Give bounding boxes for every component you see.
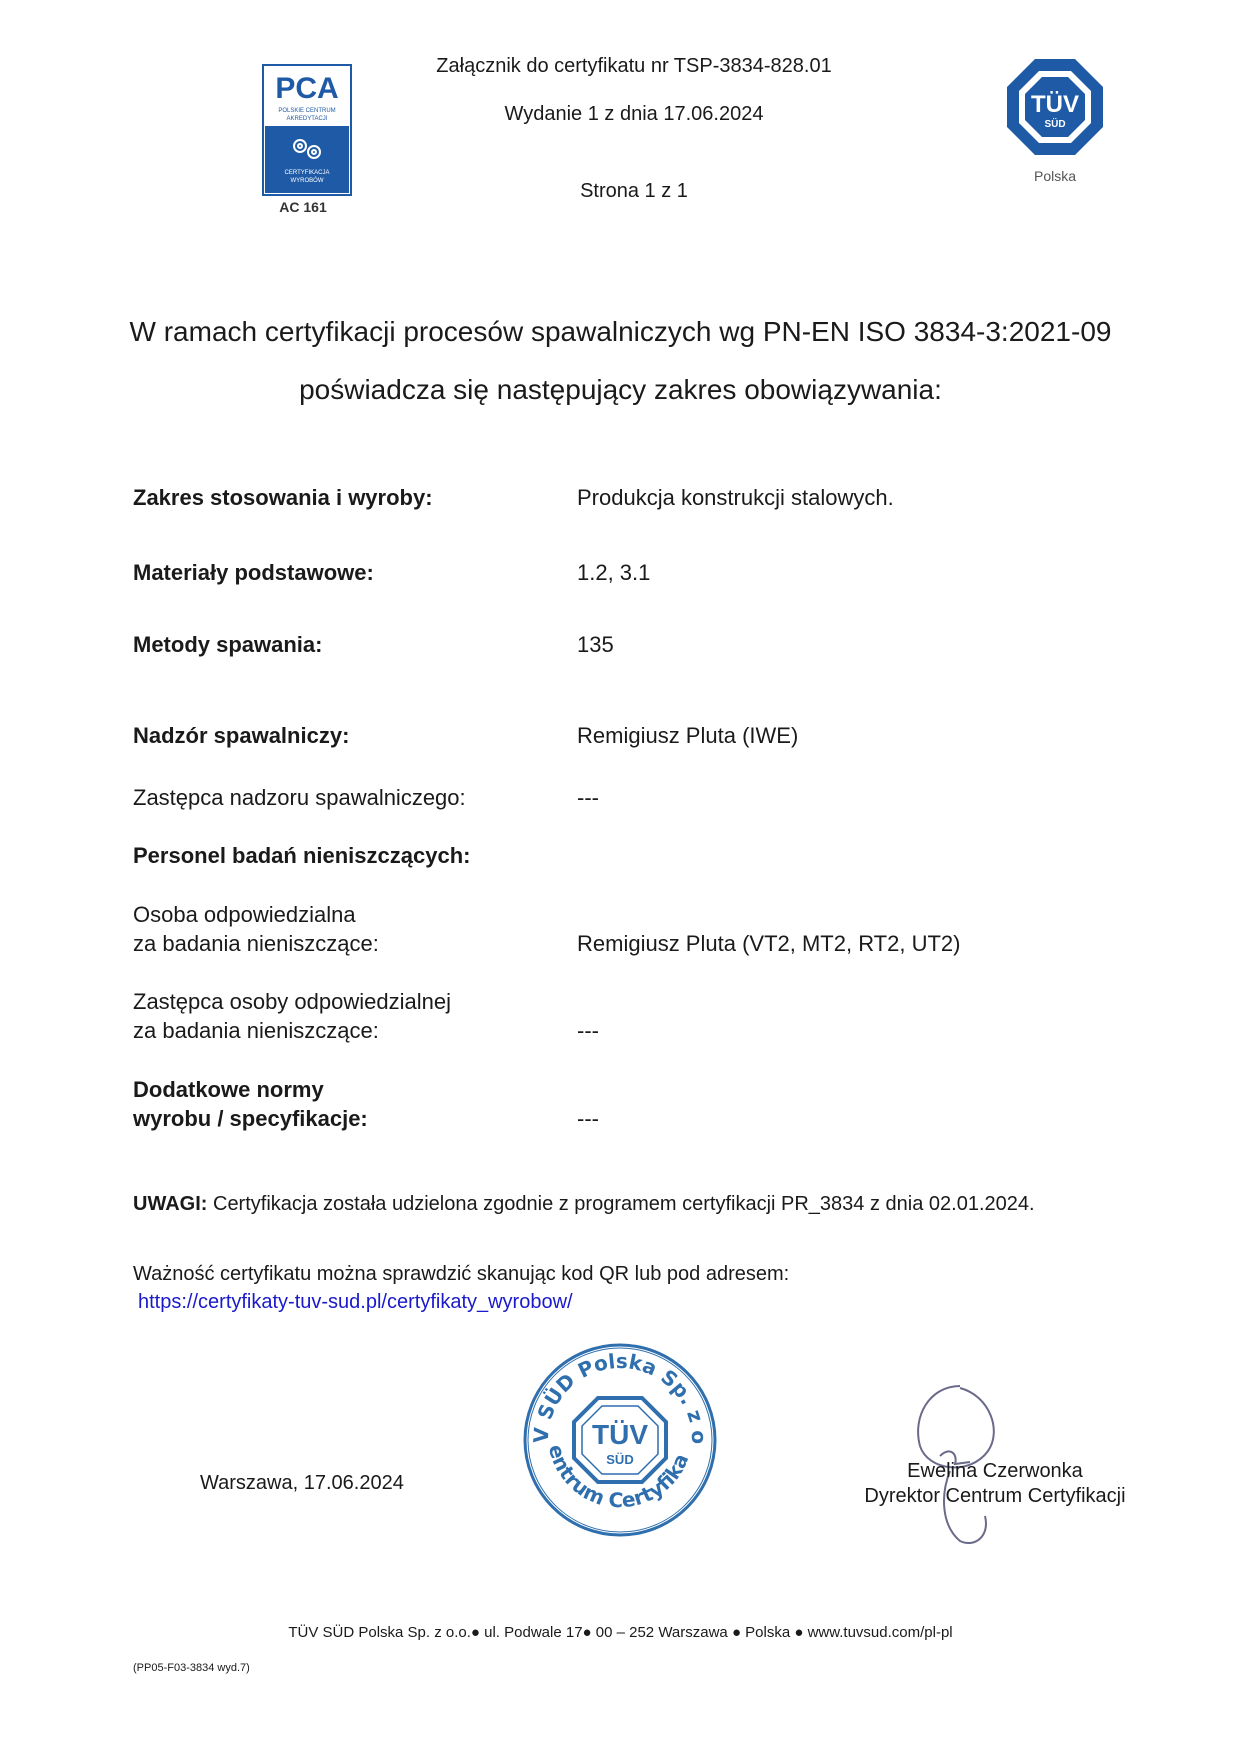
methods-value: 135: [577, 632, 614, 657]
pca-line1: POLSKIE CENTRUM: [278, 108, 336, 114]
signatory-role: Dyrektor Centrum Certyfikacji: [864, 1485, 1126, 1507]
certification-seal: [520, 1340, 720, 1540]
deputy-value: ---: [577, 785, 599, 810]
supervision-value: Remigiusz Pluta (IWE): [577, 723, 799, 748]
edition: Wydanie 1 z dnia 17.06.2024: [504, 103, 764, 125]
pca-code: AC 161: [279, 199, 327, 215]
tuv-country: Polska: [1033, 168, 1077, 184]
ndt-deputy-value: ---: [577, 1018, 599, 1043]
signatory-name: Ewelina Czerwonka: [907, 1460, 1083, 1482]
extra-label-1: Dodatkowe normy: [133, 1077, 324, 1102]
methods-label: Metody spawania:: [133, 632, 323, 657]
footer-address: TÜV SÜD Polska Sp. z o.o.● ul. Podwale 17● 00 – 252 Warszawa ● Polska ● www.tuvsud.com/pl-pl: [288, 1624, 953, 1641]
ndt-heading: Personel badań nieniszczących:: [133, 843, 471, 868]
pca-line3: CERTYFIKACJA: [284, 170, 330, 176]
extra-label-2: wyrobu / specyfikacje:: [133, 1106, 368, 1131]
seal-bottom-text: entrum Certyfikacji: [543, 1442, 694, 1513]
ndt-resp-label-2: za badania nieniszczące:: [133, 931, 379, 956]
supervision-label: Nadzór spawalniczy:: [133, 723, 350, 748]
seal-mark: TÜV: [592, 1419, 648, 1450]
ndt-resp-label-1: Osoba odpowiedzialna: [133, 902, 356, 927]
materials-value: 1.2, 3.1: [577, 560, 651, 585]
ndt-deputy-label-1: Zastępca osoby odpowiedzialnej: [133, 989, 451, 1014]
extra-value: ---: [577, 1106, 599, 1131]
remarks-text: Certyfikacja została udzielona zgodnie z programem certyfikacji PR_3834 z dnia 02.01.2024.: [207, 1193, 1035, 1215]
scope-value: Produkcja konstrukcji stalowych.: [577, 485, 894, 510]
pca-line4: WYROBÓW: [290, 178, 324, 184]
validity-link[interactable]: https://certyfikaty-tuv-sud.pl/certyfikaty_wyrobow/: [138, 1291, 573, 1313]
form-code: (PP05-F03-3834 wyd.7): [133, 1662, 250, 1674]
materials-label: Materiały podstawowe:: [133, 560, 374, 585]
deputy-label: Zastępca nadzoru spawalniczego:: [133, 785, 466, 810]
remarks: [133, 1193, 1133, 1216]
tuv-sub: SÜD: [1044, 119, 1066, 130]
validity-text: Ważność certyfikatu można sprawdzić skanując kod QR lub pod adresem:: [133, 1263, 790, 1285]
ndt-resp-value: Remigiusz Pluta (VT2, MT2, RT2, UT2): [577, 931, 961, 956]
seal-sub: SÜD: [606, 1452, 634, 1467]
title-line-2: poświadcza się następujący zakres obowiązywania:: [299, 374, 942, 405]
seal-top-text: V SÜD Polska Sp. z o: [528, 1348, 712, 1445]
place-date: Warszawa, 17.06.2024: [200, 1472, 404, 1494]
remarks-label: UWAGI:: [133, 1193, 208, 1215]
ndt-deputy-label-2: za badania nieniszczące:: [133, 1018, 379, 1043]
tuv-logo: [1005, 57, 1105, 189]
pca-name: PCA: [275, 72, 339, 105]
annex-number: Załącznik do certyfikatu nr TSP-3834-828.01: [436, 55, 832, 77]
scope-label: Zakres stosowania i wyroby:: [133, 485, 433, 510]
title-line-1: W ramach certyfikacji procesów spawalniczych wg PN-EN ISO 3834-3:2021-09: [129, 316, 1112, 347]
page-number: Strona 1 z 1: [580, 180, 688, 202]
pca-line2: AKREDYTACJI: [286, 116, 328, 122]
tuv-mark: TÜV: [1031, 91, 1079, 118]
